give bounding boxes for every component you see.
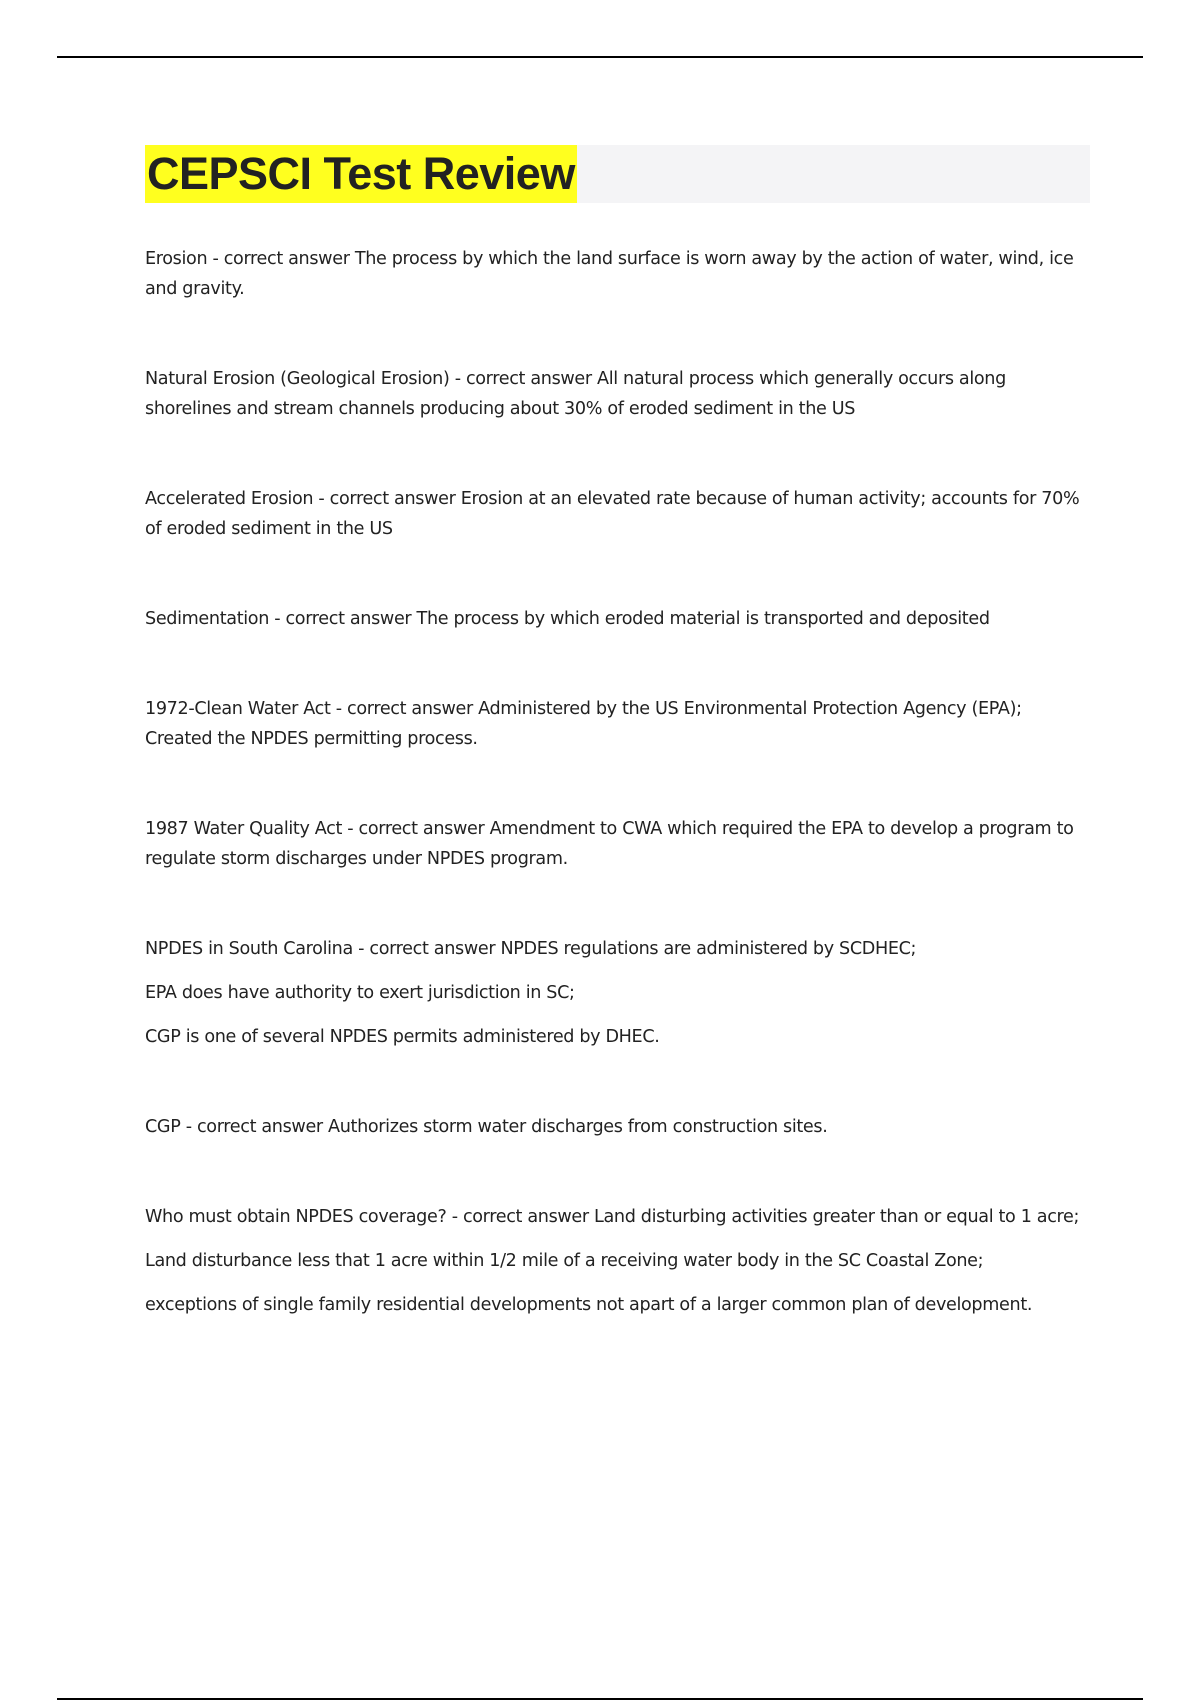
entry-text: 1972-Clean Water Act - correct answer Administered by the US Environmental Protection Agency (EPA); Created the NPDES permitting process. [145, 699, 1022, 749]
page-title: CEPSCI Test Review [145, 145, 577, 203]
entry-text: 1987 Water Quality Act - correct answer Amendment to CWA which required the EPA to develop a program to regulate storm discharges under NPDES program. [145, 819, 1074, 869]
entry-erosion [145, 244, 1085, 304]
entry-npdes-south-carolina [145, 934, 1085, 1052]
entry-water-quality-act [145, 814, 1085, 874]
entry-text: EPA does have authority to exert jurisdiction in SC; [145, 983, 575, 1003]
entry-npdes-coverage [145, 1202, 1085, 1320]
entry-natural-erosion [145, 364, 1085, 424]
entry-text: CGP - correct answer Authorizes storm water discharges from construction sites. [145, 1117, 828, 1137]
entry-text: Accelerated Erosion - correct answer Erosion at an elevated rate because of human activity; accounts for 70% of eroded sediment in the US [145, 489, 1080, 539]
entry-text: CGP is one of several NPDES permits administered by DHEC. [145, 1027, 660, 1047]
entry-text: Natural Erosion (Geological Erosion) - correct answer All natural process which generally occurs along shorelines and stream channels producing about 30% of eroded sediment in the US [145, 369, 1006, 419]
entry-text: Land disturbance less that 1 acre within 1/2 mile of a receiving water body in the SC Coastal Zone; [145, 1251, 984, 1271]
entry-clean-water-act [145, 694, 1085, 754]
entry-text: NPDES in South Carolina - correct answer NPDES regulations are administered by SCDHEC; [145, 939, 917, 959]
entry-text: Sedimentation - correct answer The process by which eroded material is transported and deposited [145, 609, 990, 629]
entry-accelerated-erosion [145, 484, 1085, 544]
entry-text: Who must obtain NPDES coverage? - correct answer Land disturbing activities greater than or equal to 1 acre; [145, 1207, 1080, 1227]
entry-text: exceptions of single family residential developments not apart of a larger common plan of development. [145, 1295, 1033, 1315]
entry-text: Erosion - correct answer The process by which the land surface is worn away by the action of water, wind, ice and gravity. [145, 249, 1074, 299]
entry-cgp [145, 1112, 1085, 1142]
entry-sedimentation [145, 604, 1085, 634]
top-rule [57, 56, 1143, 58]
document-body [145, 244, 1085, 1320]
